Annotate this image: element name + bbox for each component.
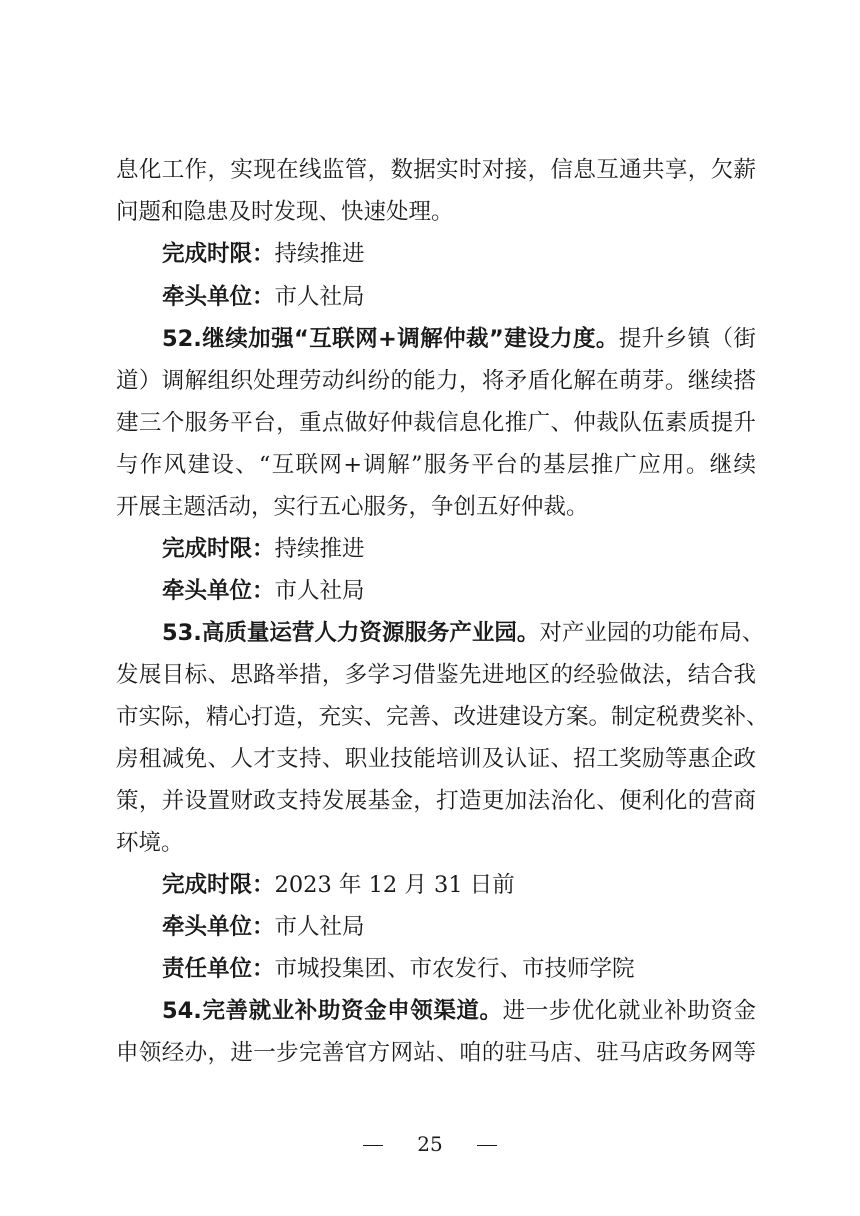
paragraph-line: 策，并设置财政支持发展基金，打造更加法治化、便利化的营商	[116, 788, 756, 814]
lead-unit-value: 市人社局	[274, 284, 365, 310]
lead-unit-value: 市人社局	[274, 914, 365, 940]
deadline-value: 持续推进	[274, 536, 365, 562]
item-52-title: 52.继续加强“互联网+调解仲裁”建设力度。	[162, 326, 619, 352]
paragraph-line: 申领经办，进一步完善官方网站、咱的驻马店、驻马店政务网等	[116, 1040, 756, 1066]
item-53-title: 53.高质量运营人力资源服务产业园。	[162, 620, 540, 646]
responsible-unit-value: 市城投集团、市农发行、市技师学院	[274, 956, 635, 982]
footer-dash-left	[363, 1145, 383, 1146]
deadline-line	[162, 870, 756, 900]
paragraph-line: 息化工作，实现在线监管，数据实时对接，信息互通共享，欠薪	[116, 157, 756, 183]
page-footer	[0, 1130, 860, 1158]
item-54-title: 54.完善就业补助资金申领渠道。	[162, 998, 503, 1024]
paragraph-line: 发展目标、思路举措，多学习借鉴先进地区的经验做法，结合我	[116, 662, 756, 688]
item-53-heading	[162, 618, 765, 648]
paragraph-line: 环境。	[116, 830, 184, 856]
item-52-text: 提升乡镇（街	[618, 326, 756, 352]
item-52-heading	[162, 324, 756, 354]
deadline-value: 2023 年 12 月 31 日前	[274, 872, 515, 898]
lead-unit-label: 牵头单位：	[162, 578, 275, 604]
lead-unit-line	[162, 282, 756, 312]
paragraph-line: 开展主题活动，实行五心服务，争创五好仲裁。	[116, 494, 589, 520]
responsible-unit-line	[162, 954, 756, 984]
lead-unit-line	[162, 576, 756, 606]
paragraph-line: 道）调解组织处理劳动纠纷的能力，将矛盾化解在萌芽。继续搭	[116, 368, 756, 394]
footer-dash-right	[477, 1145, 497, 1146]
paragraph-line: 建三个服务平台，重点做好仲裁信息化推广、仲裁队伍素质提升	[116, 410, 756, 436]
lead-unit-label: 牵头单位：	[162, 914, 275, 940]
item-54-heading	[162, 996, 756, 1026]
paragraph-line: 与作风建设、“互联网+调解”服务平台的基层推广应用。继续	[116, 452, 756, 478]
lead-unit-line	[162, 912, 756, 942]
deadline-label: 完成时限：	[162, 536, 275, 562]
item-54-text: 进一步优化就业补助资金	[502, 998, 756, 1024]
deadline-value: 持续推进	[274, 241, 365, 267]
deadline-label: 完成时限：	[162, 872, 275, 898]
lead-unit-value: 市人社局	[274, 578, 365, 604]
deadline-line	[162, 239, 756, 269]
lead-unit-label: 牵头单位：	[162, 284, 275, 310]
paragraph-line: 房租减免、人才支持、职业技能培训及认证、招工奖励等惠企政	[116, 746, 756, 772]
paragraph-line: 问题和隐患及时发现、快速处理。	[116, 199, 454, 225]
deadline-label: 完成时限：	[162, 241, 275, 267]
page-number: 25	[417, 1132, 443, 1156]
paragraph-line: 市实际，精心打造，充实、完善、改进建设方案。制定税费奖补、	[116, 704, 769, 730]
item-53-text: 对产业园的功能布局、	[539, 620, 765, 646]
responsible-unit-label: 责任单位：	[162, 956, 275, 982]
deadline-line	[162, 534, 756, 564]
